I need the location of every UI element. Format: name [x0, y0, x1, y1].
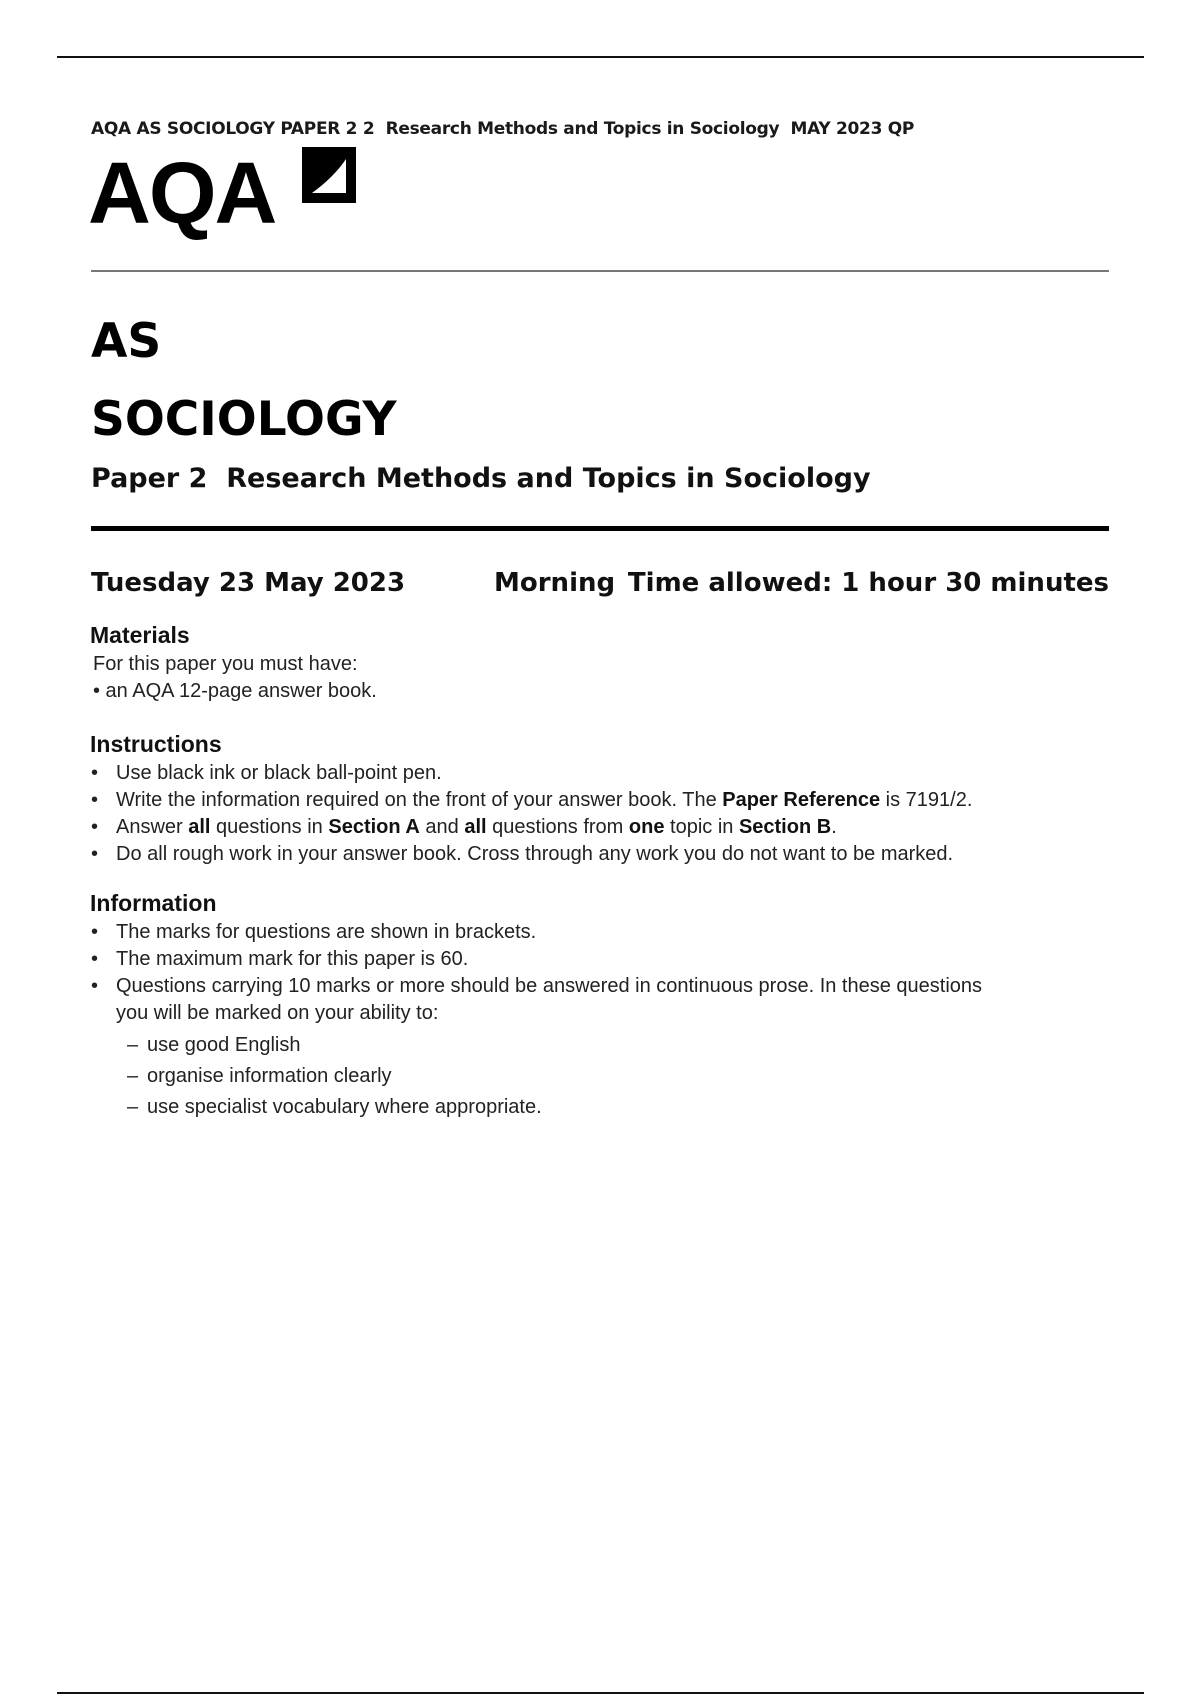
time-allowed: Time allowed: 1 hour 30 minutes: [627, 568, 1109, 598]
instructions-heading: Instructions: [90, 731, 222, 757]
emphasis: Section B: [738, 816, 832, 838]
ability-item: [127, 1034, 542, 1065]
information-text: The maximum mark for this paper is 60.: [116, 948, 469, 970]
bullet: •: [91, 843, 99, 865]
materials-intro: For this paper you must have:: [93, 653, 358, 675]
paper-title: Paper 2 Research Methods and Topics in Sociology: [91, 463, 871, 494]
materials-heading: Materials: [90, 622, 190, 648]
paper-reference-label: Paper Reference: [722, 789, 881, 811]
instruction-text: Use black ink or black ball-point pen.: [116, 762, 442, 784]
top-rule: [57, 56, 1144, 58]
information-item: [91, 975, 982, 1002]
information-text: you will be marked on your ability to:: [116, 1002, 439, 1024]
instruction-item: [91, 789, 972, 816]
instruction-item: [91, 762, 972, 789]
aqa-logo: [88, 142, 358, 242]
instruction-item: [91, 816, 972, 843]
ability-item: [127, 1065, 542, 1096]
document-header: AQA AS SOCIOLOGY PAPER 2 2 Research Methods and Topics in Sociology MAY 2023 QP: [91, 119, 915, 139]
information-item: [91, 921, 982, 948]
information-item-continued: [91, 1002, 982, 1029]
exam-date: Tuesday 23 May 2023: [91, 568, 406, 598]
instruction-text: Do all rough work in your answer book. Cross through any work you do not want to be marked.: [116, 843, 954, 865]
materials-item: • an AQA 12-page answer book.: [93, 680, 377, 702]
instruction-text: questions from: [486, 816, 629, 838]
aqa-leaf-icon: [300, 145, 358, 205]
dash: –: [127, 1096, 139, 1118]
ability-list: [127, 1034, 542, 1127]
instruction-text: and: [419, 816, 465, 838]
emphasis: all: [188, 816, 211, 838]
header-divider: [91, 270, 1109, 272]
instruction-text: Write the information required on the front of your answer book. The: [116, 789, 723, 811]
instruction-text: Answer: [116, 816, 189, 838]
dash: –: [127, 1034, 139, 1056]
information-text: The marks for questions are shown in brackets.: [116, 921, 537, 943]
ability-text: use specialist vocabulary where appropriate.: [147, 1096, 542, 1118]
information-item: [91, 948, 982, 975]
information-list: [91, 921, 982, 1029]
instructions-list: [91, 762, 972, 870]
instruction-text: topic in: [664, 816, 739, 838]
dash: –: [127, 1065, 139, 1087]
ability-text: organise information clearly: [147, 1065, 392, 1087]
instruction-text: is 7191/2.: [880, 789, 973, 811]
ability-text: use good English: [147, 1034, 301, 1056]
information-heading: Information: [90, 890, 217, 916]
bullet: •: [91, 789, 99, 811]
bullet: •: [91, 921, 99, 943]
emphasis: one: [628, 816, 665, 838]
bottom-rule: [57, 1692, 1144, 1694]
instruction-text: .: [831, 816, 837, 838]
bullet: •: [91, 816, 99, 838]
ability-item: [127, 1096, 542, 1127]
emphasis: all: [464, 816, 487, 838]
bullet: •: [91, 762, 99, 784]
qualification-level: AS: [91, 314, 162, 369]
instruction-text: questions in: [210, 816, 329, 838]
bullet: •: [91, 948, 99, 970]
exam-session: Morning: [494, 568, 616, 598]
instruction-item: [91, 843, 972, 870]
emphasis: Section A: [328, 816, 420, 838]
information-text: Questions carrying 10 marks or more should be answered in continuous prose. In these questions: [116, 975, 983, 997]
aqa-logo-text: AQA: [88, 145, 276, 242]
title-divider: [91, 526, 1109, 531]
subject-title: SOCIOLOGY: [91, 392, 397, 447]
bullet: •: [91, 975, 99, 997]
